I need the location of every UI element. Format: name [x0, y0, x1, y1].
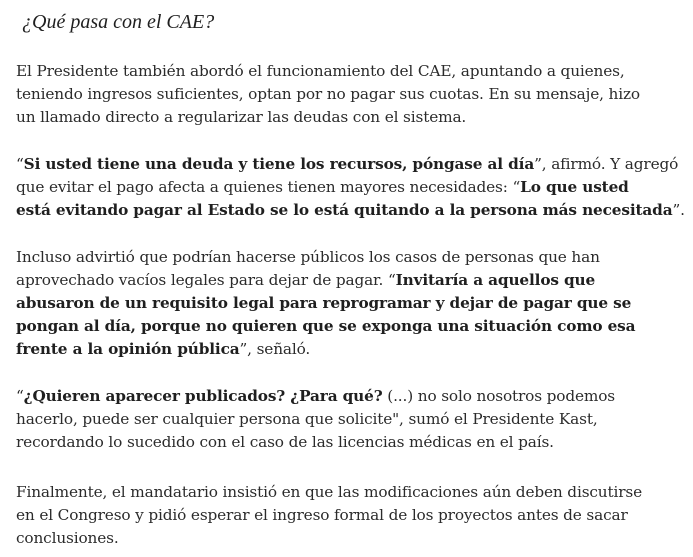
- bold-quote: Si usted tiene una deuda y tiene los recursos, póngase al día: [23, 155, 535, 173]
- bold-quote: abusaron de un requisito legal para reprogramar y dejar de pagar que se: [16, 294, 632, 312]
- quote-mark: “: [16, 387, 24, 405]
- paragraph-line: recordando lo sucedido con el caso de las licencias médicas en el país.: [16, 433, 554, 451]
- quote-mark: “: [16, 155, 24, 173]
- paragraph-line: [16, 199, 685, 222]
- paragraph-line: conclusiones.: [16, 529, 119, 547]
- quote-mark: ”.: [672, 201, 685, 219]
- bold-quote: Invitaría a aquellos que: [395, 271, 596, 289]
- text-run: que evitar el pago afecta a quienes tienen mayores necesidades: “: [16, 178, 521, 196]
- text-run: ”, afirmó. Y agregó: [534, 155, 679, 173]
- paragraph-line: [16, 315, 635, 338]
- paragraph-publicados: [16, 385, 615, 454]
- paragraph-line: Finalmente, el mandatario insistió en que las modificaciones aún deben discutirse: [16, 483, 643, 501]
- paragraph-line: [16, 176, 685, 199]
- bold-quote: frente a la opinión pública: [16, 340, 240, 358]
- paragraph-quote-deuda: [16, 153, 685, 222]
- bold-quote: está evitando pagar al Estado se lo está quitando a la persona más necesitada: [16, 201, 673, 219]
- paragraph-line: teniendo ingresos suficientes, optan por no pagar sus cuotas. En su mensaje, hizo: [16, 85, 640, 103]
- paragraph-line: El Presidente también abordó el funcionamiento del CAE, apuntando a quienes,: [16, 62, 625, 80]
- paragraph-publicar-casos: [16, 246, 635, 361]
- paragraph-line: [16, 269, 635, 292]
- text-run: ”, señaló.: [239, 340, 311, 358]
- paragraph-line: [16, 338, 635, 361]
- text-run: aprovechado vacíos legales para dejar de pagar. “: [16, 271, 396, 289]
- bold-quote: ¿Quieren aparecer publicados? ¿Para qué?: [23, 387, 383, 405]
- paragraph-line: un llamado directo a regularizar las deudas con el sistema.: [16, 108, 467, 126]
- paragraph-line: en el Congreso y pidió esperar el ingreso formal de los proyectos antes de sacar: [16, 506, 628, 524]
- paragraph-line: [16, 153, 685, 176]
- paragraph-line: Incluso advirtió que podrían hacerse públicos los casos de personas que han: [16, 248, 600, 266]
- paragraph-line: [16, 292, 635, 315]
- paragraph-line: hacerlo, puede ser cualquier persona que solicite", sumó el Presidente Kast,: [16, 410, 598, 428]
- section-heading: ¿Qué pasa con el CAE?: [22, 11, 215, 33]
- paragraph-conclusiones: [16, 481, 642, 550]
- bold-quote: pongan al día, porque no quieren que se exponga una situación como esa: [16, 317, 636, 335]
- paragraph-cae-intro: [16, 60, 640, 129]
- bold-quote: Lo que usted: [520, 178, 629, 196]
- paragraph-line: [16, 385, 615, 408]
- text-run: (...) no solo nosotros podemos: [382, 387, 616, 405]
